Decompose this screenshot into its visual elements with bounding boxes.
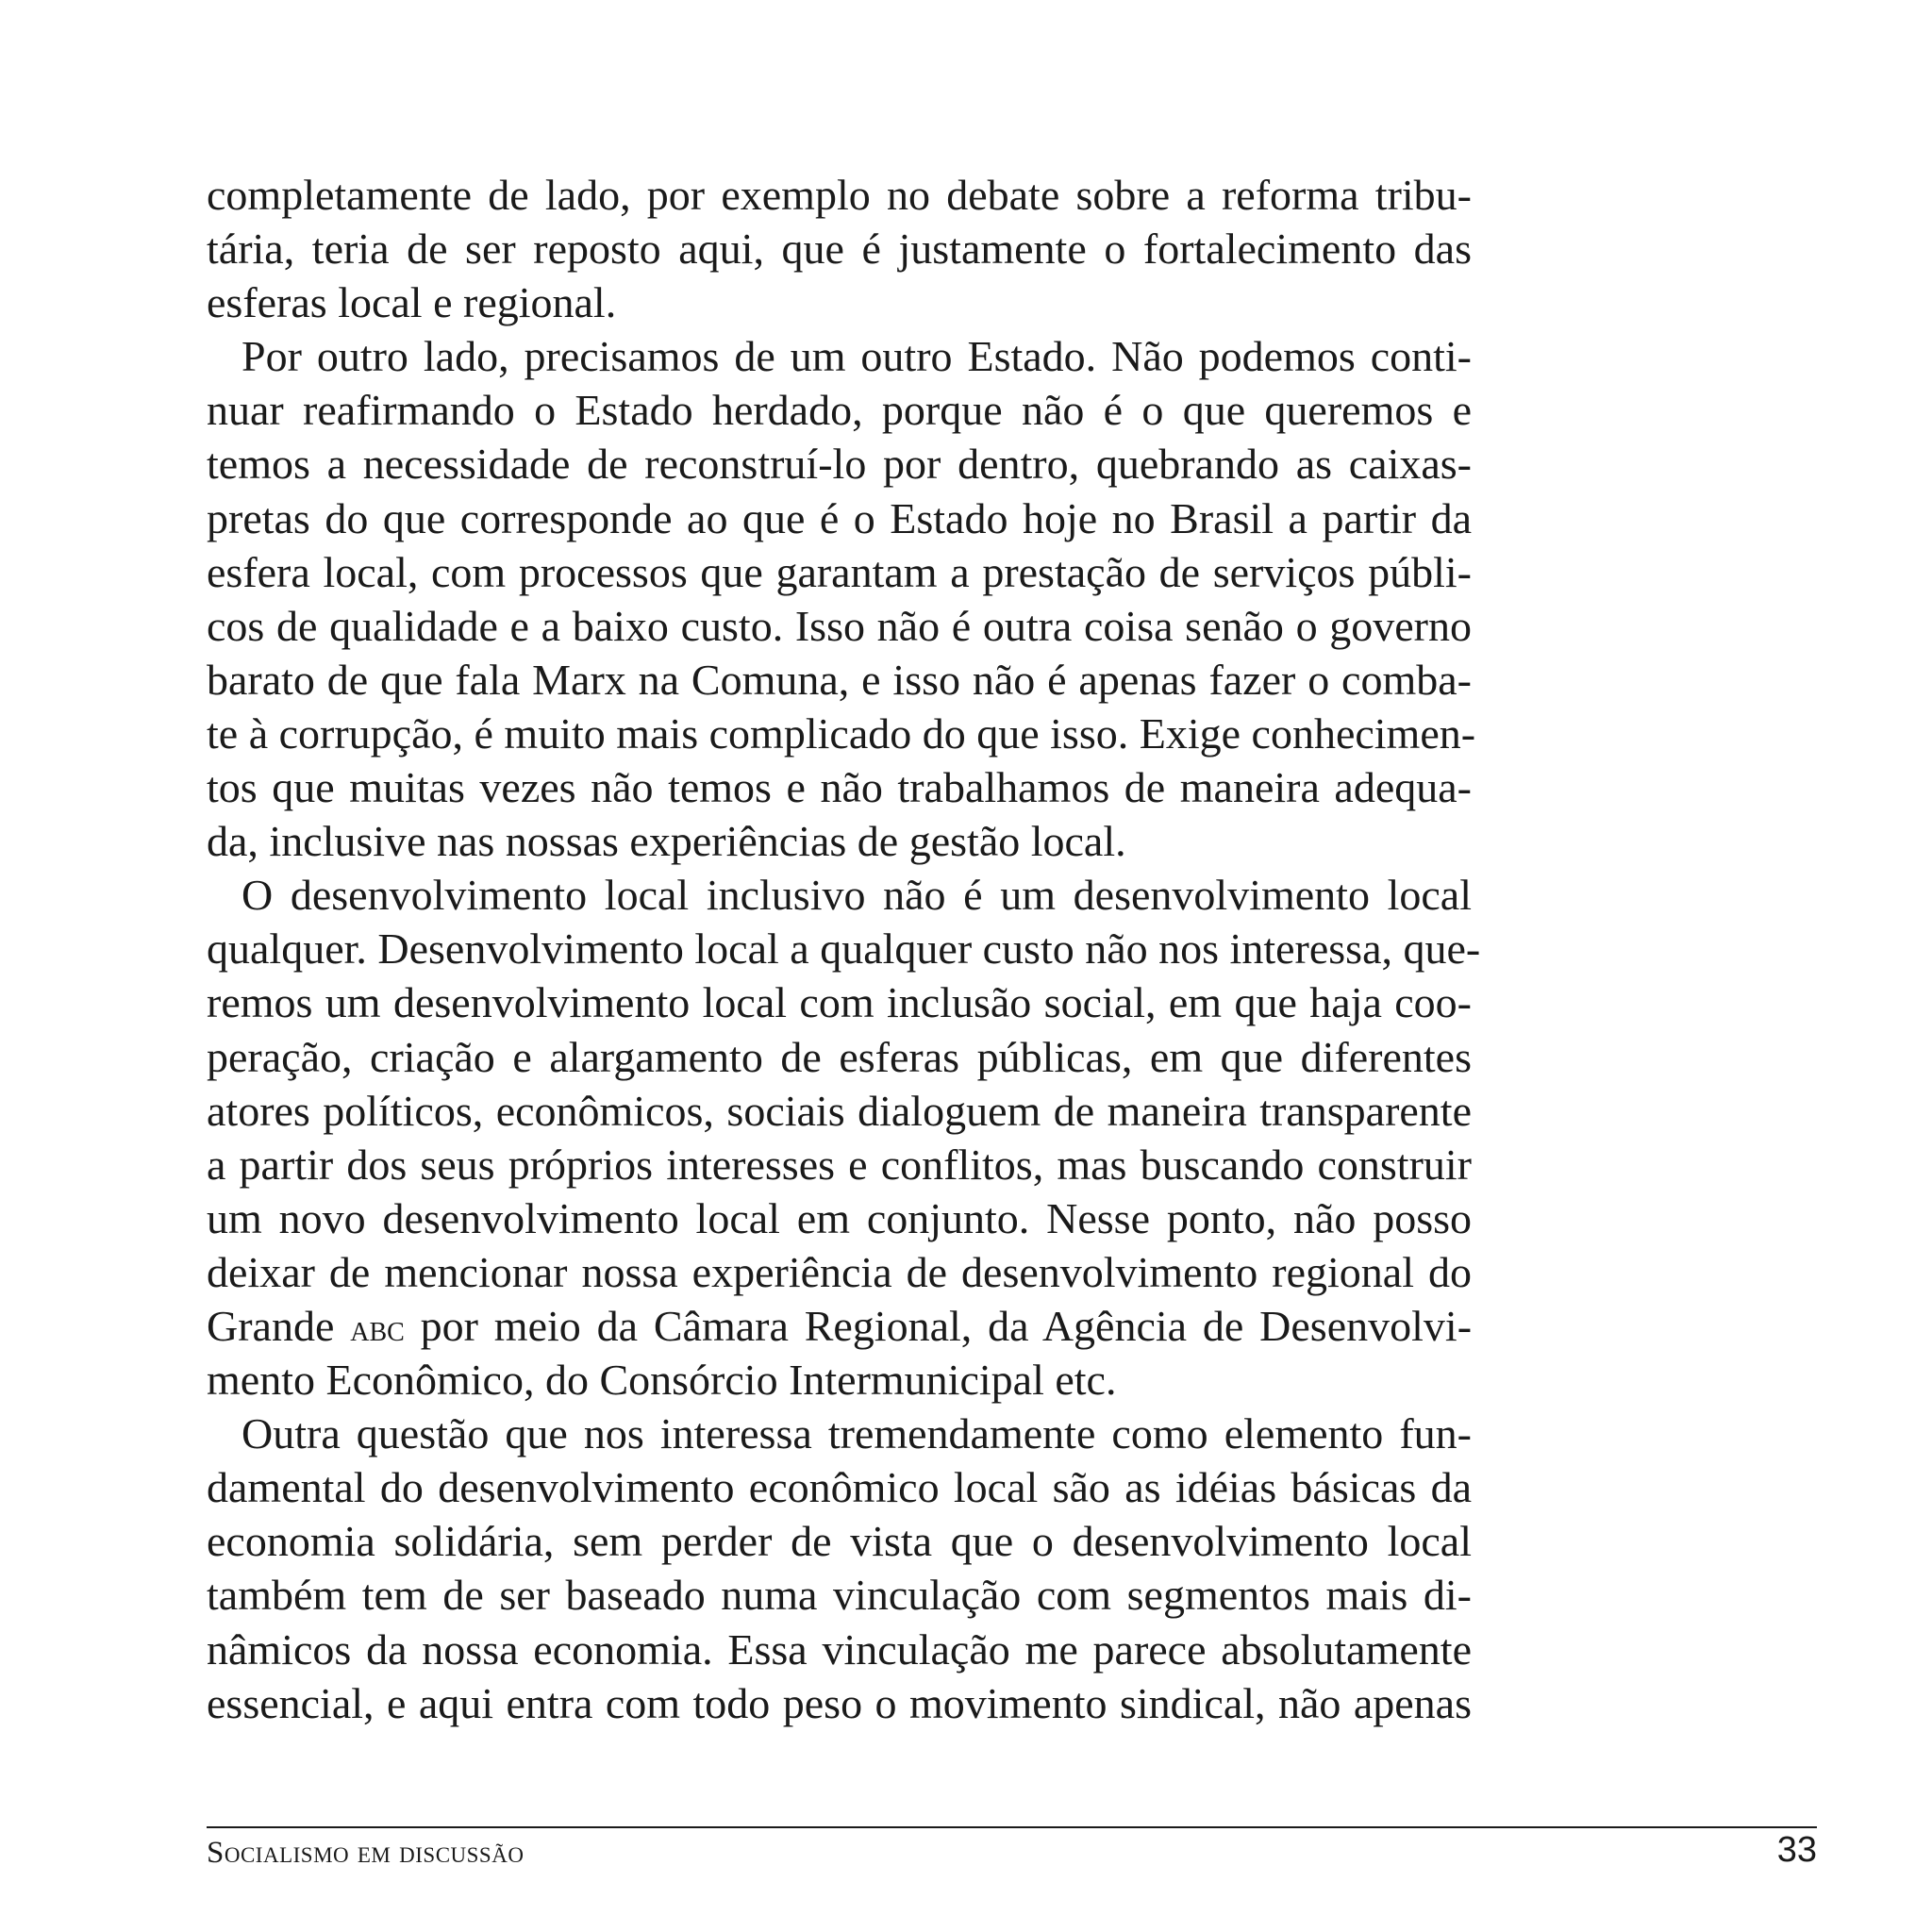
text-line: te à corrupção, é muito mais complicado do que isso. Exige conhecimen-: [207, 708, 1476, 758]
text-line: também tem de ser baseado numa vinculação com segmentos mais di-: [207, 1571, 1472, 1620]
text-line: pretas do que corresponde ao que é o Estado hoje no Brasil a partir da: [207, 493, 1472, 542]
text-fragment: Grande: [207, 1301, 351, 1350]
text-line: um novo desenvolvimento local em conjunto. Nesse ponto, não posso: [207, 1193, 1472, 1242]
abc-acronym: abc: [350, 1306, 405, 1349]
text-line: da, inclusive nas nossas experiências de gestão local.: [207, 817, 1126, 866]
text-line: essencial, e aqui entra com todo peso o movimento sindical, não apenas: [207, 1678, 1472, 1727]
text-line: nâmicos da nossa economia. Essa vinculação me parece absolutamente: [207, 1624, 1472, 1674]
text-line: tária, teria de ser reposto aqui, que é justamente o fortalecimento das: [207, 225, 1472, 274]
text-line: atores políticos, econômicos, sociais dialoguem de maneira transparente: [207, 1086, 1472, 1135]
running-title: Socialismo em discussão: [207, 1836, 525, 1870]
text-line: Por outro lado, precisamos de um outro Estado. Não podemos conti-: [242, 332, 1472, 381]
text-line: completamente de lado, por exemplo no debate sobre a reforma tribu-: [207, 171, 1472, 219]
text-fragment: por meio da Câmara Regional, da Agência de Desenvolvi-: [404, 1301, 1473, 1350]
text-line: damental do desenvolvimento econômico local são as idéias básicas da: [207, 1463, 1472, 1512]
text-line: peração, criação e alargamento de esferas públicas, em que diferentes: [207, 1032, 1472, 1081]
text-line: deixar de mencionar nossa experiência de desenvolvimento regional do: [207, 1247, 1472, 1296]
text-line: barato de que fala Marx na Comuna, e isso não é apenas fazer o comba-: [207, 655, 1472, 704]
text-line: esferas local e regional.: [207, 278, 617, 327]
text-line: nuar reafirmando o Estado herdado, porque não é o que queremos e: [207, 386, 1472, 435]
text-line: temos a necessidade de reconstruí-lo por dentro, quebrando as caixas-: [207, 440, 1472, 489]
body-text: [207, 168, 1481, 1730]
text-line: esfera local, com processos que garantam a prestação de serviços públi-: [207, 547, 1472, 596]
text-line: remos um desenvolvimento local com inclusão social, em que haja coo-: [207, 978, 1472, 1027]
text-line: economia solidária, sem perder de vista que o desenvolvimento local: [207, 1517, 1472, 1566]
text-line: [207, 1299, 1472, 1353]
text-line: tos que muitas vezes não temos e não trabalhamos de maneira adequa-: [207, 763, 1472, 812]
page-number: 33: [1776, 1830, 1817, 1870]
text-line: O desenvolvimento local inclusivo não é um desenvolvimento local: [242, 871, 1472, 920]
text-line: cos de qualidade e a baixo custo. Isso não é outra coisa senão o governo: [207, 601, 1472, 650]
text-line: Outra questão que nos interessa tremendamente como elemento fun-: [242, 1409, 1472, 1458]
footer-rule: [207, 1826, 1817, 1828]
text-line: a partir dos seus próprios interesses e conflitos, mas buscando construir: [207, 1140, 1472, 1189]
text-line: mento Econômico, do Consórcio Intermunicipal etc.: [207, 1356, 1117, 1405]
text-line: qualquer. Desenvolvimento local a qualquer custo não nos interessa, que-: [207, 924, 1481, 974]
